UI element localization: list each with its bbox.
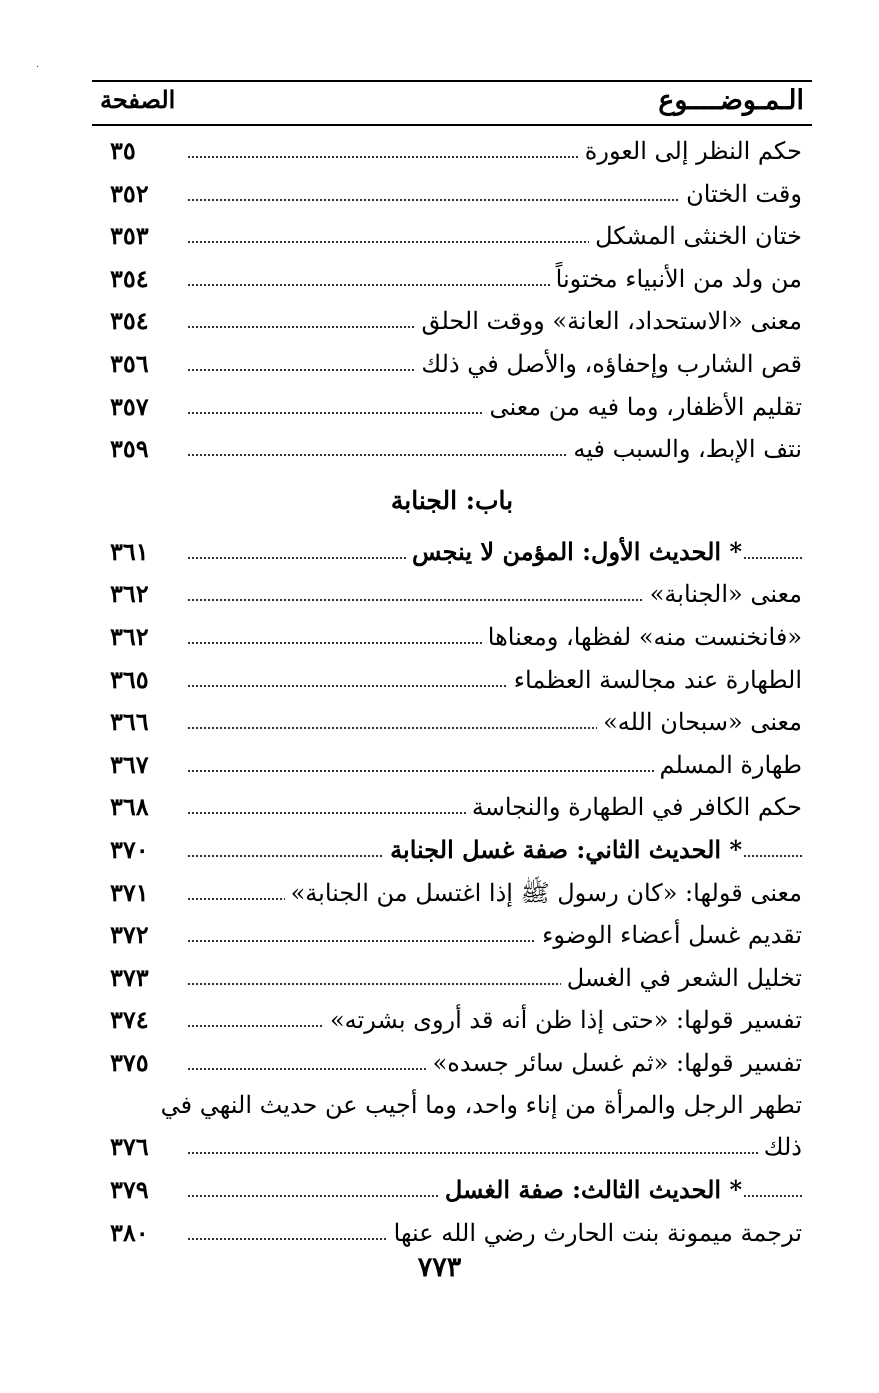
entry-title: من ولد من الأنبياء مختوناً xyxy=(550,258,802,301)
entry-page: ٣٥٣ xyxy=(110,221,149,251)
header-page: الصفحة xyxy=(100,85,176,114)
entry-page: ٣٧١ xyxy=(110,877,149,907)
entry-title: قص الشارب وإحفاؤه، والأصل في ذلك xyxy=(415,343,802,386)
header-topic: الـمـوضــــوع xyxy=(658,85,804,116)
entry-page: ٣٥٩ xyxy=(110,434,149,464)
toc-entry xyxy=(92,659,812,702)
entry-title: وقت الختان xyxy=(680,173,802,216)
entry-title: «فانخنست منه» لفظها، ومعناها xyxy=(482,616,802,659)
entry-title: تقديم غسل أعضاء الوضوء xyxy=(536,914,802,957)
toc-entry xyxy=(92,1042,812,1085)
entry-page: ٣٧٢ xyxy=(110,920,149,950)
entry-title: ترجمة ميمونة بنت الحارث رضي الله عنها xyxy=(388,1212,802,1255)
toc-entry xyxy=(92,428,812,471)
entry-title-line2: ذلك xyxy=(758,1126,802,1169)
toc-entry xyxy=(92,130,812,173)
toc-entry xyxy=(92,300,812,343)
entry-page: ٣٧٥ xyxy=(110,1047,149,1077)
toc-entry xyxy=(92,343,812,386)
stray-mark: · xyxy=(36,62,40,73)
page-number: ٧٧٣ xyxy=(417,1252,462,1283)
entry-page: ٣٧٤ xyxy=(110,1005,149,1035)
entry-title: * الحديث الثالث: صفة الغسل xyxy=(439,1169,742,1212)
entry-page: ٣٦٥ xyxy=(110,664,149,694)
table-header xyxy=(92,80,812,126)
toc-entry xyxy=(92,957,812,1000)
toc-entry-hadith xyxy=(92,829,812,872)
entry-page: ٣٨٠ xyxy=(110,1218,149,1248)
entry-page: ٣٧٦ xyxy=(110,1132,149,1162)
toc-entry xyxy=(92,215,812,258)
entry-page: ٣٦١ xyxy=(110,536,149,566)
entry-page: ٣٥ xyxy=(110,136,136,165)
section-heading: باب: الجنابة xyxy=(390,485,514,515)
toc-entry xyxy=(92,258,812,301)
entry-page: ٣٥٤ xyxy=(110,263,149,293)
entry-title: تفسير قولها: «ثم غسل سائر جسده» xyxy=(427,1042,802,1085)
toc-entry xyxy=(92,616,812,659)
entry-title: معنى قولها: «كان رسول ﷺ إذا اغتسل من الجنابة» xyxy=(285,872,802,915)
entry-page: ٣٥٦ xyxy=(110,348,149,378)
entry-title: ختان الخنثى المشكل xyxy=(589,215,802,258)
toc-entry xyxy=(92,999,812,1042)
leader-dots xyxy=(188,1152,802,1154)
entry-title: نتف الإبط، والسبب فيه xyxy=(567,428,802,471)
entry-page: ٣٧٠ xyxy=(110,834,149,864)
entry-title-line1: تطهر الرجل والمرأة من إناء واحد، وما أجيب عن حديث النهي في xyxy=(160,1091,802,1120)
toc-entry xyxy=(92,744,812,787)
entry-page: ٣٦٧ xyxy=(110,749,149,779)
toc-entry-hadith xyxy=(92,1169,812,1212)
entry-title: معنى «الجنابة» xyxy=(644,573,802,616)
entry-title: * الحديث الأول: المؤمن لا ينجس xyxy=(406,531,742,574)
toc-entry xyxy=(92,872,812,915)
entry-title: الطهارة عند مجالسة العظماء xyxy=(508,659,802,702)
toc-entry xyxy=(92,573,812,616)
toc-entry-hadith xyxy=(92,531,812,574)
toc-entry xyxy=(92,173,812,216)
entry-page: ٣٦٦ xyxy=(110,707,149,737)
entry-page: ٣٦٢ xyxy=(110,579,149,609)
toc-entry xyxy=(92,914,812,957)
entry-title: معنى «سبحان الله» xyxy=(597,701,802,744)
toc-entry-multiline xyxy=(92,1084,812,1169)
toc-entry xyxy=(92,1212,812,1255)
entry-title: طهارة المسلم xyxy=(654,744,802,787)
entry-title: تخليل الشعر في الغسل xyxy=(561,957,802,1000)
entry-title: تقليم الأظفار، وما فيه من معنى xyxy=(483,386,802,429)
entry-page: ٣٧٣ xyxy=(110,962,149,992)
entry-page: ٣٦٨ xyxy=(110,792,149,822)
entry-title: معنى «الاستحداد، العانة» ووقت الحلق xyxy=(415,300,802,343)
entry-page: ٣٥٢ xyxy=(110,178,149,208)
entry-page: ٣٥٤ xyxy=(110,306,149,336)
entry-title: حكم النظر إلى العورة xyxy=(579,130,802,173)
entry-title: حكم الكافر في الطهارة والنجاسة xyxy=(466,786,802,829)
toc-entry xyxy=(92,386,812,429)
entry-page: ٣٥٧ xyxy=(110,391,149,421)
entry-title: تفسير قولها: «حتى إذا ظن أنه قد أروى بشرته» xyxy=(324,999,802,1042)
toc-entry xyxy=(92,701,812,744)
entry-page: ٣٧٩ xyxy=(110,1175,149,1205)
toc-entry xyxy=(92,786,812,829)
entry-title: * الحديث الثاني: صفة غسل الجنابة xyxy=(384,829,742,872)
toc-entries xyxy=(92,130,812,1255)
entry-page: ٣٦٢ xyxy=(110,621,149,651)
